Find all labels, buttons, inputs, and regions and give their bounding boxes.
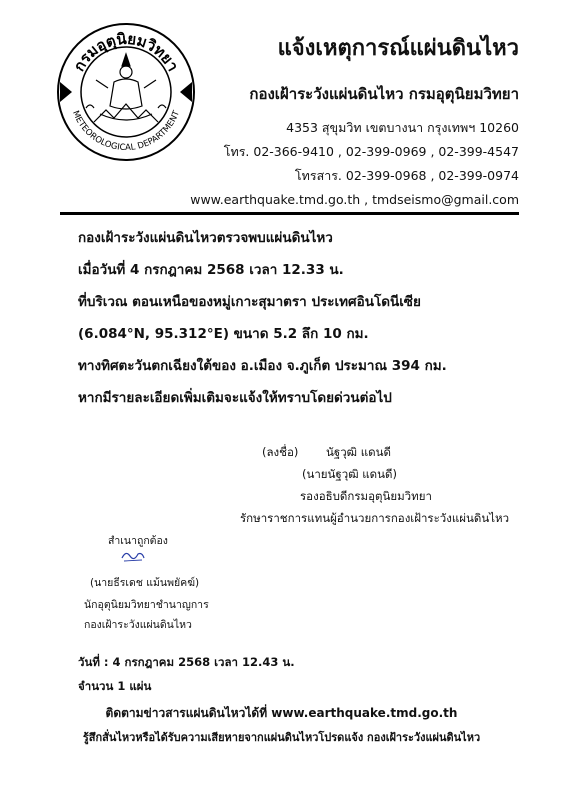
signed-name: นัฐวุฒิ แดนดี — [326, 445, 391, 459]
body-line: (6.084°N, 95.312°E) ขนาด 5.2 ลึก 10 กม. — [78, 326, 369, 342]
body-line: หากมีรายละเอียดเพิ่มเติมจะแจ้งให้ทราบโดยด่วนต่อไป — [78, 390, 392, 406]
handwritten-signature — [120, 548, 146, 564]
footer-website: ติดตามข่าวสารแผ่นดินไหวได้ที่ www.earthquake.tmd.go.th — [105, 706, 458, 720]
department-name: กองเฝ้าระวังแผ่นดินไหว กรมอุตุนิยมวิทยา — [249, 85, 519, 103]
seal-text-bottom: METEOROLOGICAL DEPARTMENT — [70, 109, 182, 154]
header-divider — [60, 212, 519, 215]
body-line: เมื่อวันที่ 4 กรกฎาคม 2568 เวลา 12.33 น. — [78, 262, 344, 278]
website-email: www.earthquake.tmd.go.th , tmdseismo@gmail.com — [190, 192, 519, 207]
department-seal-logo — [56, 22, 196, 162]
copy-certified-label: สำเนาถูกต้อง — [108, 535, 168, 547]
copy-certifier-title: นักอุตุนิยมวิทยาชำนาญการ — [84, 599, 209, 611]
signer-name: (นายนัฐวุฒิ แดนดี) — [302, 467, 397, 481]
signed-label: (ลงชื่อ) — [262, 445, 299, 459]
body-line: กองเฝ้าระวังแผ่นดินไหวตรวจพบแผ่นดินไหว — [78, 230, 333, 246]
body-line: ทางทิศตะวันตกเฉียงใต้ของ อ.เมือง จ.ภูเก็ต ประมาณ 394 กม. — [78, 358, 447, 374]
body-line: ที่บริเวณ ตอนเหนือของหมู่เกาะสุมาตรา ประเทศอินโดนีเซีย — [78, 294, 421, 310]
copy-certifier-name: (นายธีรเดช แม้นพยัคฆ์) — [90, 577, 200, 589]
signer-position: รองอธิบดีกรมอุตุนิยมวิทยา — [300, 489, 432, 503]
signer-acting-role: รักษาราชการแทนผู้อำนวยการกองเฝ้าระวังแผ่นดินไหว — [240, 511, 510, 525]
seal-figure-icon — [86, 54, 166, 122]
page-count: จำนวน 1 แผ่น — [78, 679, 152, 693]
phone-numbers: โทร. 02-366-9410 , 02-399-0969 , 02-399-4547 — [223, 144, 519, 159]
copy-certifier-dept: กองเฝ้าระวังแผ่นดินไหว — [84, 619, 192, 631]
issue-date: วันที่ : 4 กรกฎาคม 2568 เวลา 12.43 น. — [78, 655, 295, 669]
seal-text-top: กรมอุตุนิยมวิทยา — [69, 29, 183, 75]
address: 4353 สุขุมวิท เขตบางนา กรุงเทพฯ 10260 — [286, 120, 519, 135]
fax-numbers: โทรสาร. 02-399-0968 , 02-399-0974 — [294, 168, 519, 183]
document-title: แจ้งเหตุการณ์แผ่นดินไหว — [277, 36, 519, 61]
footer-report-note: รู้สึกสั่นไหวหรือได้รับความเสียหายจากแผ่นดินไหวโปรดแจ้ง กองเฝ้าระวังแผ่นดินไหว — [82, 731, 481, 744]
